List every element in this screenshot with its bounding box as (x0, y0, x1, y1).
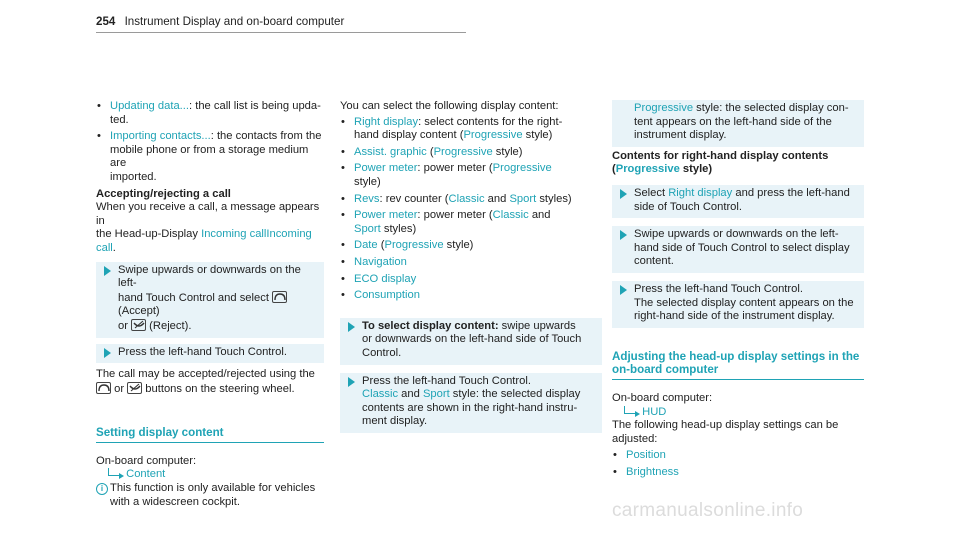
step-text: Swipe upwards or downwards on the left- (118, 263, 301, 290)
list-item-text: imported. (110, 170, 157, 183)
list-item (340, 162, 602, 189)
accept-call-line: the Head-up-Display (96, 228, 202, 241)
step-text: Press the left-hand Touch Control. (118, 345, 287, 358)
progressive-link[interactable]: Progressive (463, 129, 523, 142)
display-content-list (340, 116, 602, 303)
info-icon: i (96, 483, 108, 495)
section-title (612, 350, 864, 380)
hud-settings-list (612, 449, 864, 479)
list-item-text: : select contents for the right- (418, 115, 563, 128)
obc-label: On-board computer: (612, 391, 713, 404)
menu-path (96, 468, 324, 482)
page-header (96, 15, 344, 29)
instruction-step (96, 344, 324, 364)
list-item (340, 116, 602, 143)
menu-path-arrow-icon (624, 406, 635, 414)
accept-call-heading: Accepting/rejecting a call (96, 187, 231, 200)
list-item (96, 100, 324, 127)
assist-graphic-link[interactable]: Assist. graphic (354, 145, 427, 158)
hud-settings-intro (612, 419, 864, 446)
progressive-link[interactable]: Progressive (433, 145, 493, 158)
column-2 (340, 100, 602, 433)
step-arrow-icon (348, 377, 355, 387)
step-text: hand Touch Control and select (118, 291, 269, 304)
right-display-heading (612, 150, 864, 177)
step-text: Press the left-hand Touch Control. (362, 374, 531, 387)
list-item-text: styles) (380, 222, 417, 235)
list-item-text: hand display content ( (354, 129, 464, 142)
progressive-link[interactable]: Progressive (384, 239, 444, 252)
heading-text: ( (612, 163, 616, 176)
step-arrow-icon (620, 285, 627, 295)
step-text: and press the left-hand (732, 186, 850, 199)
power-meter-link[interactable]: Power meter (354, 209, 418, 222)
list-item (340, 256, 602, 270)
classic-link[interactable]: Classic (448, 192, 485, 205)
progressive-link[interactable]: Progressive (634, 102, 694, 114)
step-text: The selected display content appears on the (634, 296, 854, 309)
menu-path-arrow-icon (108, 468, 119, 476)
instruction-step (612, 281, 864, 328)
position-link[interactable]: Position (626, 449, 666, 462)
note-text: buttons on the steering wheel. (145, 382, 295, 395)
instruction-step (340, 373, 602, 433)
step-arrow-icon (348, 322, 355, 332)
importing-contacts-link[interactable]: Importing contacts... (110, 130, 211, 143)
instruction-step (612, 226, 864, 273)
list-item (612, 466, 864, 480)
list-item-text: styles) (536, 192, 572, 205)
list-item-text: and (484, 192, 510, 205)
heading-text: style) (679, 163, 713, 176)
list-item (340, 193, 602, 207)
heading-text: Contents for right-hand display contents (612, 149, 829, 162)
column-1 (96, 100, 324, 509)
reject-call-icon (131, 319, 146, 331)
hud-menu-link[interactable]: HUD (642, 405, 667, 418)
step-text: style: the selected display con- (693, 102, 849, 114)
intro-text: adjusted: (612, 432, 658, 445)
reject-call-icon (127, 382, 142, 394)
list-item-text: : power meter ( (417, 209, 493, 222)
sport-link[interactable]: Sport (509, 192, 537, 205)
list-item-text: style) (443, 239, 474, 252)
instruction-step (96, 262, 324, 338)
instruction-step (340, 318, 602, 365)
step-text: Select (634, 186, 669, 199)
accept-call-icon (272, 291, 287, 303)
content-menu-link[interactable]: Content (126, 468, 166, 481)
right-display-link[interactable]: Right display (354, 115, 419, 128)
list-item-text: : the call list is being upda- (189, 100, 321, 112)
menu-path (612, 406, 864, 420)
step-text: To select display content: (362, 319, 499, 332)
info-note (96, 482, 324, 509)
power-meter-link[interactable]: Power meter (354, 162, 418, 175)
list-item (96, 130, 324, 184)
accept-call-line: . (112, 241, 116, 254)
accept-call-line: When you receive a call, a message appears in (96, 201, 320, 227)
step-text: instrument display. (634, 129, 727, 142)
section-title: Setting display content (96, 426, 324, 443)
display-content-intro: You can select the following display content: (340, 100, 559, 112)
obc-label: On-board computer: (96, 454, 197, 467)
step-arrow-icon (104, 266, 111, 276)
list-item-text: style) (354, 175, 381, 188)
instruction-step-continued (612, 100, 864, 147)
list-item (340, 289, 602, 303)
list-item (340, 273, 602, 287)
step-text: (Accept) (118, 305, 160, 318)
list-item (340, 146, 602, 160)
classic-link[interactable]: Classic (362, 388, 399, 401)
step-text: swipe upwards (498, 319, 576, 332)
step-text: Control. (362, 346, 402, 359)
consumption-link[interactable]: Consumption (354, 289, 420, 302)
step-text: ment display. (362, 415, 428, 428)
step-text: and (398, 388, 423, 401)
step-arrow-icon (620, 230, 627, 240)
eco-display-link[interactable]: ECO display (354, 272, 417, 285)
step-arrow-icon (104, 348, 111, 358)
sport-link[interactable]: Sport (422, 388, 450, 401)
updating-data-link[interactable]: Updating data... (110, 100, 189, 112)
list-item-text: ( (426, 145, 434, 158)
step-text: hand side of Touch Control to select display (634, 241, 850, 254)
list-item-text: : rev counter ( (379, 192, 449, 205)
list-item-text: style) (522, 129, 553, 142)
intro-text: The following head-up display settings can be (612, 419, 839, 432)
step-text: (Reject). (149, 319, 192, 332)
step-text: content. (634, 255, 674, 268)
section-title-line: Adjusting the head-up display settings in the (612, 349, 860, 363)
list-item-text: ted. (110, 113, 129, 126)
list-item-text: and (528, 209, 551, 222)
list-item (340, 239, 602, 253)
list-item-text: mobile phone or from a storage medium are (110, 143, 309, 170)
page-header-title: Instrument Display and on-board computer (124, 15, 345, 28)
info-text: This function is only available for vehicles (110, 482, 316, 495)
step-arrow-icon (620, 189, 627, 199)
list-item-text: ( (377, 239, 385, 252)
info-text: with a widescreen cockpit. (110, 495, 240, 508)
sport-link[interactable]: Sport (354, 222, 381, 235)
step-text: style: the selected display (449, 388, 581, 401)
brightness-link[interactable]: Brightness (626, 465, 679, 478)
step-text: or (118, 319, 128, 332)
revs-link[interactable]: Revs (354, 192, 380, 205)
list-item-text: style) (492, 145, 523, 158)
accept-call-text (96, 201, 324, 255)
step-text: contents are shown in the right-hand instru- (362, 401, 578, 414)
incoming-call-link[interactable]: Incoming callIncoming call (96, 228, 312, 254)
column-3 (612, 100, 864, 482)
header-rule (96, 32, 466, 33)
step-text: Press the left-hand Touch Control. (634, 282, 803, 295)
list-item (612, 449, 864, 463)
list-item-text: : the contacts from the (210, 130, 322, 143)
note-text: or (114, 382, 125, 395)
list-item (340, 209, 602, 236)
accept-call-icon (96, 382, 111, 394)
steering-wheel-note (96, 368, 324, 396)
call-list-status-list (96, 100, 324, 185)
progressive-link[interactable]: Progressive (615, 163, 680, 176)
section-title-line: on-board computer (612, 363, 719, 377)
page-number: 254 (96, 15, 116, 28)
step-text: or downwards on the left-hand side of Touch (362, 333, 582, 346)
list-item-text: : power meter ( (417, 162, 493, 175)
navigation-link[interactable]: Navigation (354, 255, 407, 268)
step-text: tent appears on the left-hand side of the (634, 115, 832, 128)
classic-link[interactable]: Classic (492, 209, 529, 222)
instruction-step (612, 185, 864, 218)
date-link[interactable]: Date (354, 239, 378, 252)
watermark: carmanualsonline.info (612, 500, 804, 521)
right-display-link[interactable]: Right display (668, 186, 733, 199)
note-text: The call may be accepted/rejected using the (96, 368, 315, 381)
step-text: right-hand side of the instrument display. (634, 310, 835, 323)
step-text: Swipe upwards or downwards on the left- (634, 228, 839, 241)
step-text: side of Touch Control. (634, 200, 743, 213)
progressive-link[interactable]: Progressive (492, 162, 552, 175)
